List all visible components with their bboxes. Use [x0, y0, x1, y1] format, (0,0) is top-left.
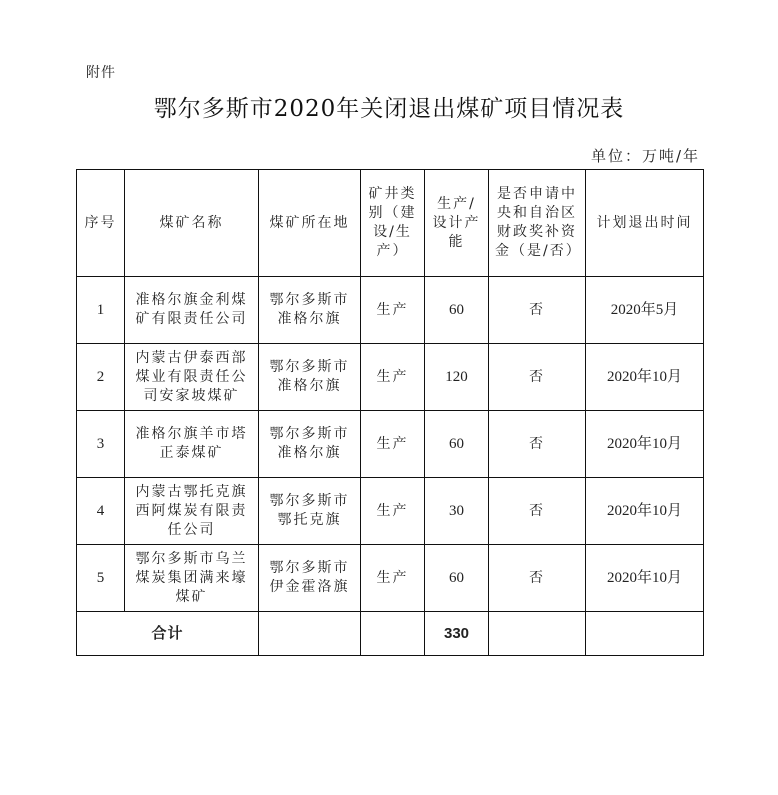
row-subsidy: 否	[489, 411, 586, 478]
row-mine-name: 准格尔旗金利煤矿有限责任公司	[125, 277, 259, 344]
table-row	[77, 411, 704, 478]
row-location: 鄂尔多斯市准格尔旗	[259, 411, 361, 478]
row-mine-type: 生产	[361, 478, 425, 545]
row-subsidy: 否	[489, 344, 586, 411]
row-mine-name: 鄂尔多斯市乌兰煤炭集团满来壕煤矿	[125, 545, 259, 612]
row-exit-time: 2020年10月	[586, 344, 704, 411]
row-capacity: 30	[425, 478, 489, 545]
row-index: 3	[77, 411, 125, 478]
row-index: 4	[77, 478, 125, 545]
row-subsidy: 否	[489, 545, 586, 612]
row-location: 鄂尔多斯市准格尔旗	[259, 344, 361, 411]
header-mine-type: 矿井类别（建设/生产）	[361, 170, 425, 277]
row-mine-type: 生产	[361, 545, 425, 612]
header-location: 煤矿所在地	[259, 170, 361, 277]
total-exit-time-empty	[586, 612, 704, 656]
row-exit-time: 2020年10月	[586, 478, 704, 545]
total-capacity: 330	[425, 612, 489, 656]
row-subsidy: 否	[489, 478, 586, 545]
header-index: 序号	[77, 170, 125, 277]
table-header-row	[77, 170, 704, 277]
row-exit-time: 2020年10月	[586, 411, 704, 478]
row-subsidy: 否	[489, 277, 586, 344]
row-exit-time: 2020年10月	[586, 545, 704, 612]
row-mine-type: 生产	[361, 411, 425, 478]
total-type-empty	[361, 612, 425, 656]
table-row	[77, 277, 704, 344]
row-exit-time: 2020年5月	[586, 277, 704, 344]
total-label: 合计	[77, 612, 259, 656]
row-capacity: 120	[425, 344, 489, 411]
row-capacity: 60	[425, 277, 489, 344]
row-location: 鄂尔多斯市准格尔旗	[259, 277, 361, 344]
row-mine-type: 生产	[361, 344, 425, 411]
row-mine-type: 生产	[361, 277, 425, 344]
total-location-empty	[259, 612, 361, 656]
row-capacity: 60	[425, 545, 489, 612]
row-location: 鄂尔多斯市鄂托克旗	[259, 478, 361, 545]
row-mine-name: 内蒙古伊泰西部煤业有限责任公司安家坡煤矿	[125, 344, 259, 411]
total-subsidy-empty	[489, 612, 586, 656]
header-exit-time: 计划退出时间	[586, 170, 704, 277]
row-index: 5	[77, 545, 125, 612]
coal-mine-closure-table	[76, 169, 704, 656]
row-index: 1	[77, 277, 125, 344]
row-capacity: 60	[425, 411, 489, 478]
row-location: 鄂尔多斯市伊金霍洛旗	[259, 545, 361, 612]
document-title: 鄂尔多斯市2020年关闭退出煤矿项目情况表	[153, 96, 625, 122]
row-mine-name: 准格尔旗羊市塔正泰煤矿	[125, 411, 259, 478]
header-subsidy: 是否申请中央和自治区财政奖补资金（是/否）	[489, 170, 586, 277]
table-row	[77, 545, 704, 612]
attachment-label: 附件	[86, 65, 116, 81]
header-mine-name: 煤矿名称	[125, 170, 259, 277]
table-row	[77, 344, 704, 411]
row-index: 2	[77, 344, 125, 411]
unit-label: 单位：万吨/年	[590, 147, 700, 165]
row-mine-name: 内蒙古鄂托克旗西阿煤炭有限责任公司	[125, 478, 259, 545]
table-row	[77, 478, 704, 545]
header-capacity: 生产/设计产能	[425, 170, 489, 277]
table-total-row	[77, 612, 704, 656]
